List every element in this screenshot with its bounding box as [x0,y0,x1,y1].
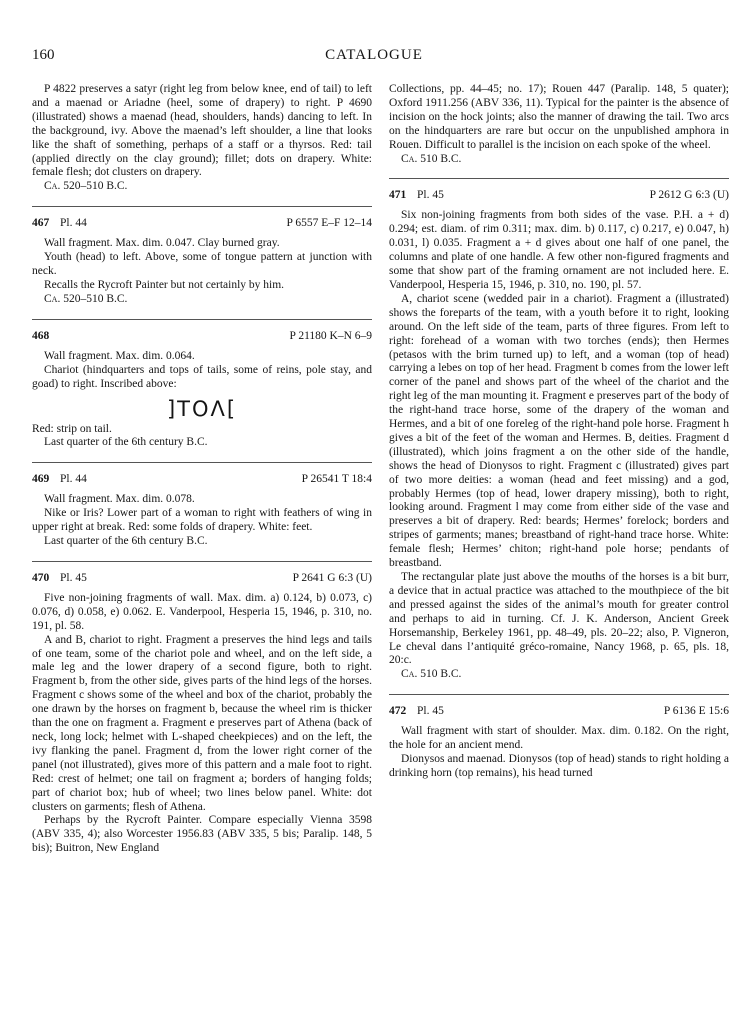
left-column [32,83,372,856]
entry-469-desc: Wall fragment. Max. dim. 0.078. [44,493,195,506]
entry-468-colors: Red: strip on tail. [32,422,112,435]
page-header [0,47,748,67]
intro-date: Ca. 520–510 B.C. [44,180,128,193]
entry-467-subject: Youth (head) to left. Above, some of tongue pattern at junction with neck. [32,251,372,278]
entry-470-continuation: Collections, pp. 44–45; no. 17); Rouen 447 (Paralip. 148, 5 quater); Oxford 1911.256 (ABV 336, 11). Typical for the painter is the absence of incision on the hock joints; also the manner of drawing the tail. Two arcs on the hindquarters are rare but occur on the unpublished amphora in Rouen. Difficult to parallel is the incision on each spoke of the wheel. [389,83,729,151]
entry-number: 471 [389,189,407,202]
entry-471-commentary: The rectangular plate just above the mouths of the horses is a bit burr, a device that in actual practice was attached to the mouthpiece of the bit and pressed against the sides of the animal’s mouth for greater control and perhaps to aid in turning. Cf. J. K. Anderson, Ancient Greek Horsemanship, Berkeley 1961, pp. 48–49, pls. 20–22; also, P. Vigneron, Le cheval dans l’antiquité gréco-romaine, Nancy 1968, p. 65, pls. 18, 20:c. [389,571,729,667]
inventory-ref: P 26541 T 18:4 [301,473,372,486]
running-title: CATALOGUE [325,47,423,63]
plate-ref: Pl. 44 [60,217,87,230]
entry-number: 468 [32,329,50,342]
entry-470-subject: A and B, chariot to right. Fragment a preserves the hind legs and tails of one team, some of the chariot pole and wheel, and on the left side, a male leg and the lower drapery of a second figure, both to right. Fragment b, from the other side, gives parts of the hind legs of the horses. Fragment c shows some of the wheel and box of the chariot, probably the one drawn by the horses on fragment b, because the wheel rim is thicker than the one on fragment a. Fragment e preserves part of Athena (back of neck, long lock; helmet with L-shaped cheekpieces) and on the left, the ivy flanking the panel. Fragment d, from the lower right corner of the panel (not illustrated), gives more of this pattern and a male foot to right. Red: crest of helmet; one tail on fragment a; borders of hanging folds; part of chariot box; hub of wheel; two lines below panel. White: dot clusters on garments; flesh of Athena. [32,633,372,813]
inventory-ref: P 2612 G 6:3 (U) [649,189,729,202]
plate-ref: Pl. 44 [60,473,87,486]
entry-468-header [32,330,372,344]
entry-471-header [389,189,729,203]
inventory-ref: P 6557 E–F 12–14 [286,217,372,230]
entry-469-subject: Nike or Iris? Lower part of a woman to right with feathers of wing in upper right at break. Red: some folds of drapery. White: feet. [32,507,372,534]
entry-divider [389,694,729,695]
entry-divider [389,178,729,179]
inventory-ref: P 21180 K–N 6–9 [289,329,372,342]
inscription: ]ΤΟΛ[ [166,396,238,421]
right-column [389,83,729,781]
entry-divider [32,561,372,562]
entry-468-date: Last quarter of the 6th century B.C. [44,436,208,449]
entry-469-header [32,473,372,487]
entry-472-desc: Wall fragment with start of shoulder. Max. dim. 0.182. On the right, the hole for an ancient mend. [389,725,729,752]
inventory-ref: P 6136 E 15:6 [663,705,729,718]
entry-number: 472 [389,705,407,718]
entry-467-attribution: Recalls the Rycroft Painter but not certainly by him. [44,278,285,291]
plate-ref: Pl. 45 [417,705,444,718]
entry-467-date: Ca. 520–510 B.C. [44,292,128,305]
entry-number: 467 [32,217,50,230]
entry-470-desc: Five non-joining fragments of wall. Max. dim. a) 0.124, b) 0.073, c) 0.076, d) 0.058, e) 0.062. E. Vanderpool, Hesperia 15, 1946, p. 310, no. 191, pl. 58. [32,591,372,632]
entry-471-desc: Six non-joining fragments from both sides of the vase. P.H. a + d) 0.294; est. diam. of rim 0.311; max. dim. b) 0.117, c) 0.217, e) 0.047, h) 0.031, l) 0.035. Fragment a + d gives about one half of one panel, the columns and plate of one handle. A few other non-figured fragments and some that show part of the framing ornament are not included here. E. Vanderpool, Hesperia 15, 1946, p. 310, no. 190, pl. 57. [389,209,729,291]
entry-divider [32,462,372,463]
intro-paragraph: P 4822 preserves a satyr (right leg from below knee, end of tail) to left and a maenad or Ariadne (heel, some of drapery) to right. P 4690 (illustrated) shows a maenad (head, shoulders, hands) dancing to left. In the background, ivy. Above the maenad’s left shoulder, a line that looks like the shaft of something, perhaps of a staff or a thyrsos. Red: tail (applied directly on the clay ground); fillet; dots on drapery. White: female flesh; dot clusters on drapery. [32,83,372,179]
entry-472-subject: Dionysos and maenad. Dionysos (top of head) stands to right holding a drinking horn (top remains), his head turned [389,753,729,779]
plate-ref: Pl. 45 [60,571,87,584]
entry-divider [32,206,372,207]
entry-468-subject: Chariot (hindquarters and tops of tails, some of reins, pole stay, and goad) to right. Inscribed above: [32,363,372,390]
entry-469-date: Last quarter of the 6th century B.C. [44,535,208,548]
entry-471-date: Ca. 510 B.C. [401,668,462,681]
entry-470-header [32,572,372,586]
entry-divider [32,319,372,320]
entry-number: 470 [32,571,50,584]
entry-468-desc: Wall fragment. Max. dim. 0.064. [44,349,195,362]
entry-470-attribution: Perhaps by the Rycroft Painter. Compare especially Vienna 3598 (ABV 335, 4); also Worcester 1956.83 (ABV 335, 5 bis; Paralip. 148, 5 bis); Buitron, New England [32,814,372,855]
page-number: 160 [32,47,55,63]
entry-472-header [389,705,729,719]
entry-471-subject: A, chariot scene (wedded pair in a chariot). Fragment a (illustrated) shows the foreparts of the team, with a youth before it to right, looking around. On the left side of the team, parts of three figures. From left to right: forehead of a woman with two torches (ends); then Hermes (petasos with the brim turned up) to left, and a woman (top of head) carrying a lebes on top of her head. Fragment b comes from the lower left corner of the panel and shows part of the wheel of the chariot and the right leg of the man mounting it. Fragment e preserves part of the body of the right-hand trace horse, some of the drapery of the woman and Hermes, and a bit of one foreleg of the right-hand pole horse. Fragment h gives a bit of the feet of the woman and Hermes. B, deities. Fragment d (illustrated), which joins fragment a on the other side of the handle, shows the head of Dionysos to right. Fragment c (illustrated) gives part of two more deities: a woman (head and feet missing) and a god, probably Hermes (top of head, lower drapery missing), both to right, looking around. Fragment l may come from either side of the vase and preserves a bit of drapery. Red: beards; Hermes’ forelock; borders and stripes of garments; manes; breastband of right-hand trace horse. White: female flesh; Hermes’ chiton; right-hand pole horse; pendants of breastband. [389,292,729,570]
inventory-ref: P 2641 G 6:3 (U) [292,571,372,584]
entry-470-date: Ca. 510 B.C. [401,152,462,165]
plate-ref: Pl. 45 [417,189,444,202]
entry-467-desc: Wall fragment. Max. dim. 0.047. Clay burned gray. [44,237,280,250]
entry-467-header [32,217,372,231]
entry-number: 469 [32,473,50,486]
